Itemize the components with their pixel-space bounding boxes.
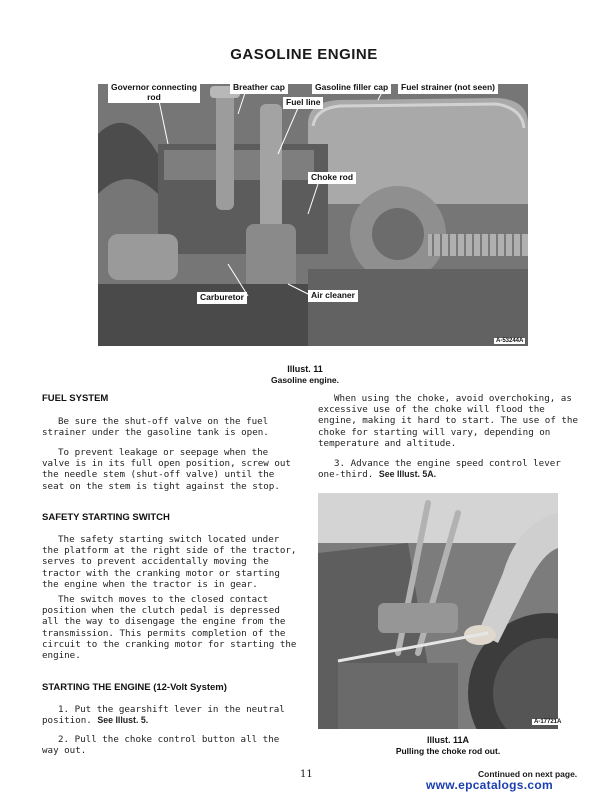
callout-fuel-strainer: Fuel strainer (not seen) xyxy=(398,82,498,94)
heading-safety-starting-switch: SAFETY STARTING SWITCH xyxy=(42,512,170,523)
starting-engine-p2: 2. Pull the choke control button all the way out. xyxy=(42,734,280,757)
page-number: 11 xyxy=(300,769,313,780)
choke-rod-illustration xyxy=(318,493,558,729)
callout-choke-rod: Choke rod xyxy=(308,172,356,184)
caption-11-label: Illust. 11 xyxy=(287,364,323,374)
fuel-system-p2: To prevent leakage or seepage when the valve is in its full open position, screw out the needle stem (shut-off valve) until the seat on the stem is tight against the stop. xyxy=(42,447,291,492)
callout-governor-line2: rod xyxy=(147,91,161,102)
callout-governor xyxy=(108,82,200,103)
callout-air-cleaner: Air cleaner xyxy=(308,290,358,302)
photo-id-11a: A-17721A xyxy=(534,719,562,725)
caption-11a-label: Illust. 11A xyxy=(426,735,470,745)
engine-photo xyxy=(98,84,528,346)
fuel-system-p1: Be sure the shut-off valve on the fuel strainer under the gasoline tank is open. xyxy=(42,416,269,439)
choke-rod-photo xyxy=(318,493,558,729)
caption-11a-text: Pulling the choke rod out. xyxy=(395,746,501,756)
heading-fuel-system: FUEL SYSTEM xyxy=(42,393,109,404)
callout-carburetor: Carburetor xyxy=(197,292,247,304)
engine-illustration xyxy=(98,84,528,346)
choke-p1: When using the choke, avoid overchoking, as excessive use of the choke will flood the engine, making it hard to start. The use of the choke for starting will vary, depending on temperature and altitude. xyxy=(318,393,578,449)
see-illust-5a-ref: See Illust. 5A. xyxy=(378,469,437,480)
heading-starting-the-engine: STARTING THE ENGINE (12-Volt System) xyxy=(42,682,227,693)
callout-gasoline-filler-cap: Gasoline filler cap xyxy=(312,82,391,94)
continued-on-next-page: Continued on next page. xyxy=(478,769,578,779)
page-title: GASOLINE ENGINE xyxy=(230,46,378,63)
safety-switch-p2: The switch moves to the closed contact position when the clutch pedal is depressed all the way to disengage the engine from the transmission. This permits completion of the circuit to the cranking motor for starting the engine. xyxy=(42,594,297,662)
callout-governor-line1: Governor connecting xyxy=(111,82,197,92)
starting-engine-p1 xyxy=(42,704,294,726)
see-illust-5-ref: See Illust. 5. xyxy=(97,715,149,726)
caption-illust-11 xyxy=(240,364,370,386)
choke-p2 xyxy=(318,458,578,480)
callout-fuel-line: Fuel line xyxy=(283,97,323,109)
caption-11-text: Gasoline engine. xyxy=(270,375,340,385)
callout-breather-cap: Breather cap xyxy=(230,82,288,94)
starting-engine-p1-text: 1. Put the gearshift lever in the neutral position. xyxy=(42,704,285,727)
choke-p2-text: 3. Advance the engine speed control lever one-third. xyxy=(318,458,561,481)
photo-id-11: A-53244A xyxy=(496,338,524,344)
caption-illust-11a xyxy=(378,735,518,757)
safety-switch-p1: The safety starting switch located under the platform at the right side of the tractor, serves to prevent accidentally moving the tractor with the cranking motor or starting the engine when the tractor is in gear. xyxy=(42,534,297,590)
watermark: www.epcatalogs.com xyxy=(426,778,553,792)
